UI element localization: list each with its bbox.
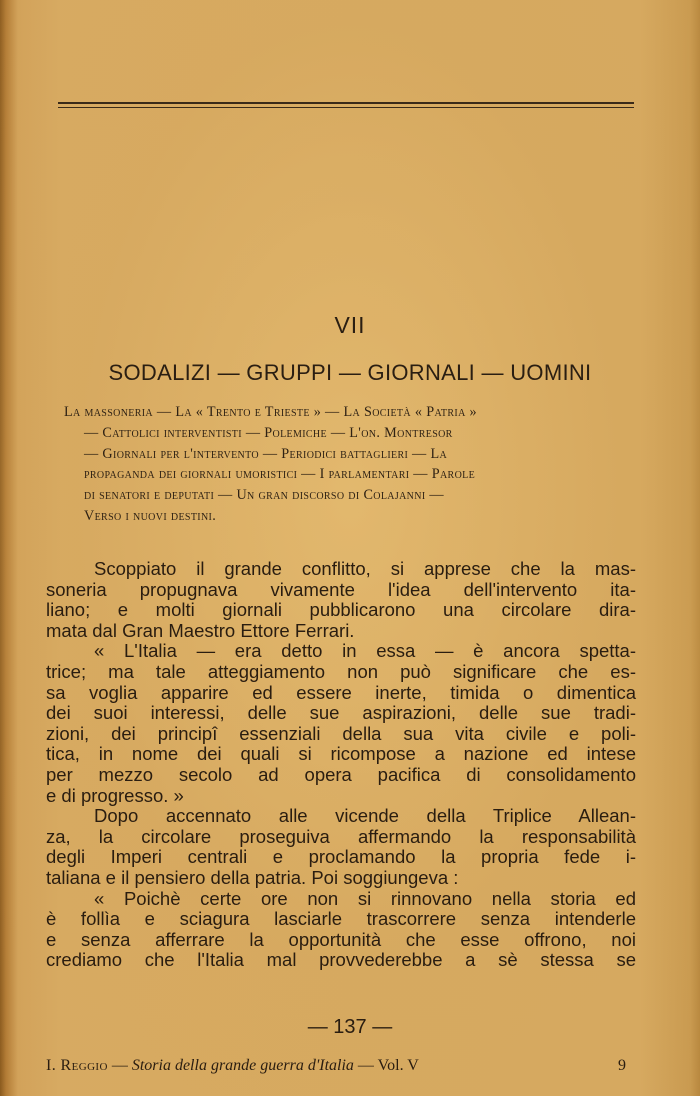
text-line: e di progresso. » (46, 784, 184, 806)
footer-separator: — (107, 1057, 132, 1074)
text-line: liano; e molti giornali pubblicarono una circolare dira- (46, 599, 636, 621)
chapter-number: VII (334, 312, 366, 338)
summary-line: — Cattolici interventisti — Polemiche — L'on. Montresor (84, 424, 453, 441)
footer-volume: Vol. V (377, 1057, 419, 1074)
footer-separator: — (353, 1057, 378, 1074)
text-line: sa voglia apparire ed essere inerte, timida o dimentica (46, 681, 636, 703)
header-rule-thick (58, 102, 634, 104)
footer-author: I. Reggio (46, 1057, 108, 1074)
text-line: è follìa e sciagura lasciarle trascorrere senza intenderle (46, 908, 636, 930)
text-line: mata dal Gran Maestro Ettore Ferrari. (46, 619, 355, 641)
text-line: Scoppiato il grande conflitto, si apprese che la mas- (94, 558, 636, 579)
page-number: — 137 — (307, 1016, 393, 1038)
summary-line: — Giornali per l'intervento — Periodici battaglieri — La (84, 445, 448, 462)
text-line: za, la circolare proseguiva affermando la responsabilità (46, 825, 636, 847)
text-line: per mezzo secolo ad opera pacifica di consolidamento (46, 763, 636, 785)
footer-work-title: Storia della grande guerra d'Italia (131, 1057, 354, 1074)
text-line: dei suoi interessi, delle sue aspirazioni, delle sue tradi- (46, 702, 636, 724)
summary-line: La massoneria — La « Trento e Trieste » — La Società « Patria » (64, 404, 477, 420)
text-line: taliana e il pensiero della patria. Poi soggiungeva : (46, 866, 459, 888)
header-rule-thin (58, 107, 634, 108)
text-line: « Poichè certe ore non si rinnovano nella storia ed (94, 887, 636, 909)
text-line: degli Imperi centrali e proclamando la propria fede i- (46, 846, 636, 868)
text-line: e senza afferrare la opportunità che esse offrono, noi (46, 928, 636, 950)
footer-signature-mark: 9 (618, 1057, 626, 1074)
text-line: tica, in nome dei quali si ricompose a nazione ed intese (46, 743, 636, 765)
text-line: « L'Italia — era detto in essa — è ancora spetta- (94, 640, 636, 662)
text-line: trice; ma tale atteggiamento non può significare che es- (46, 660, 636, 682)
summary-line: di senatori e deputati — Un gran discorso di Colajanni — (84, 487, 444, 504)
chapter-title: SODALIZI — GRUPPI — GIORNALI — UOMINI (108, 360, 592, 385)
text-line: Dopo accennato alle vicende della Triplice Allean- (94, 805, 636, 827)
text-line: zioni, dei principî essenziali della sua vita civile e poli- (46, 722, 636, 744)
running-footer (46, 1057, 626, 1075)
body-text (46, 559, 636, 971)
summary-line: propaganda dei giornali umoristici — I parlamentari — Parole (84, 466, 476, 483)
summary-line: Verso i nuovi destini. (84, 507, 217, 524)
text-line: soneria propugnava vivamente l'idea dell'intervento ita- (46, 578, 636, 600)
text-line: crediamo che l'Italia mal provvederebbe a sè stessa se (46, 949, 636, 971)
chapter-summary (64, 402, 636, 527)
